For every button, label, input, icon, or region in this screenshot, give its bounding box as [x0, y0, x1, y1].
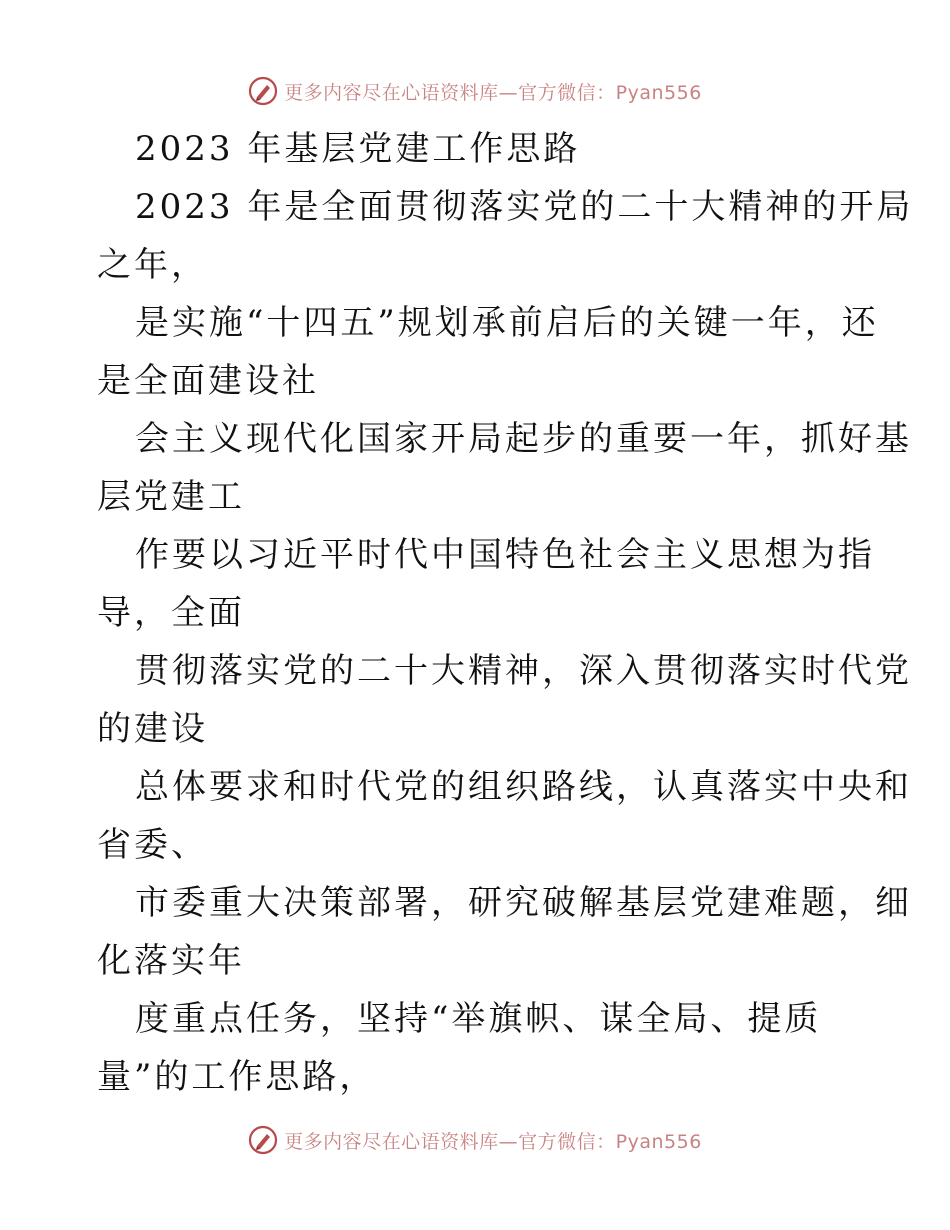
paragraph-line: 量”的工作思路，	[97, 1057, 377, 1097]
paragraph-line: 总体要求和时代党的组织路线，认真落实中央和	[135, 767, 912, 807]
paragraph-line: 是实施“十四五”规划承前启后的关键一年，还	[135, 303, 879, 343]
paragraph-line: 化落实年	[97, 941, 245, 981]
paragraph-line: 省委、	[97, 825, 208, 865]
paragraph-line: 2023 年是全面贯彻落实党的二十大精神的开局	[135, 187, 914, 227]
paragraph-line: 会主义现代化国家开局起步的重要一年，抓好基	[135, 419, 912, 459]
paragraph-line: 之年，	[97, 245, 208, 285]
watermark-text: 更多内容尽在心语资料库—官方微信：Pyan556	[284, 81, 702, 104]
paragraph-line: 层党建工	[97, 477, 245, 517]
document-body	[97, 120, 914, 1106]
paragraph-line: 是全面建设社	[97, 361, 319, 401]
footer-watermark	[0, 1120, 950, 1160]
watermark-text: 更多内容尽在心语资料库—官方微信：Pyan556	[284, 1130, 702, 1153]
document-title: 2023 年基层党建工作思路	[135, 129, 581, 169]
paragraph-line: 导，全面	[97, 593, 245, 633]
pen-logo-icon	[248, 1125, 278, 1155]
paragraph-line: 度重点任务，坚持“举旗帜、谋全局、提质	[135, 999, 822, 1039]
paragraph-line: 市委重大决策部署，研究破解基层党建难题，细	[135, 883, 912, 923]
header-watermark	[0, 71, 950, 111]
pen-logo-icon	[248, 76, 278, 106]
paragraph-line: 贯彻落实党的二十大精神，深入贯彻落实时代党	[135, 651, 912, 691]
paragraph-line: 作要以习近平时代中国特色社会主义思想为指	[135, 535, 875, 575]
paragraph-line: 的建设	[97, 709, 208, 749]
